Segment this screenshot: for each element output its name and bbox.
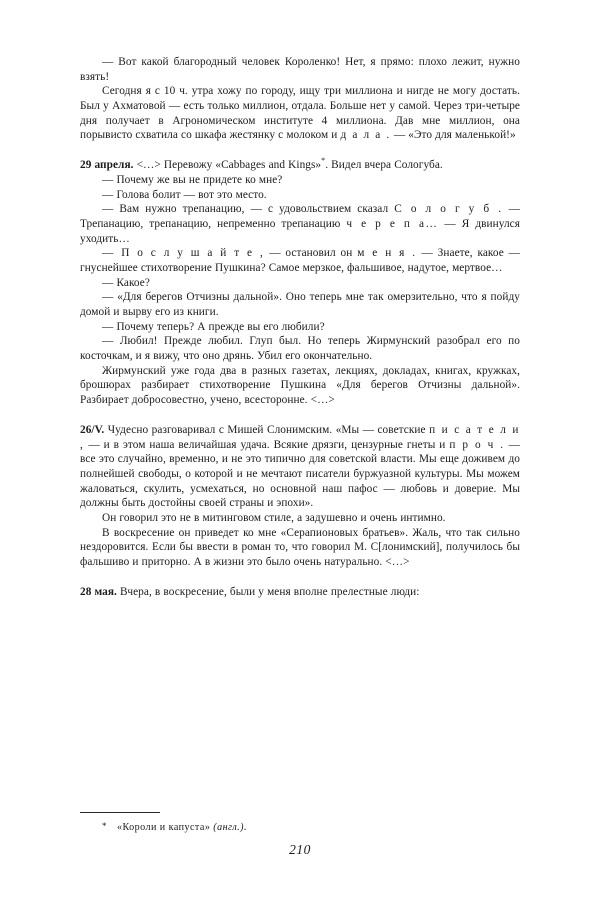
paragraph-today-search [80, 84, 520, 143]
paragraph-dialogue-why-now [80, 320, 520, 335]
paragraph-text: — Я двинулся уходить… [80, 218, 521, 245]
entry-date-heading: 29 апреля. [80, 159, 134, 172]
paragraph-text: — Голова болит — вот это место. [102, 188, 267, 201]
entry-text: <…> Перевожу «Cabbages and Kings» [133, 159, 322, 172]
paragraph-text-tail: — «Это для маленькой!» [390, 129, 516, 142]
paragraph-text: Жирмунский уже года два в разных газетах, лекциях, докладах, книгах, кружках, брошюрах разбирает стихотворение Пушкина «Для берегов Отчизны дальной». Разбирает добросовестно, учено, всесторонне. <…> [80, 364, 520, 406]
paragraph-text: — остановил он [264, 247, 358, 260]
entry-text-tail: . Видел вчера Сологуба. [325, 159, 443, 172]
paragraph-not-rally-style [80, 511, 520, 526]
paragraph-dialogue-pushkin-poem [80, 290, 520, 319]
page-number: 210 [289, 842, 311, 857]
entry-date-heading: 26/V. [80, 424, 105, 437]
paragraph-text: — Любил! Прежде любил. Глуп был. Но теперь Жирмунский разобрал его по косточкам, и я вижу, что оно дрянь. Убил его окончательно. [80, 335, 520, 362]
entry-text: — все это случайно, временно, и не это типично для советской власти. Мы еще доживем до полнейшей свободы, о которой и не мечтают писатели буржуазной культуры. Мы можем жаловаться, скулить, усмехаться, но основной наш пафос — любовь и доверие. Мы должны быть достойны своей страны и эпохи». [80, 438, 520, 510]
diary-entry-26-may [80, 423, 520, 511]
paragraph-text: Сегодня я с 10 ч. утра хожу по городу, ищу три миллиона и нигде не могу достать. Был у Ахматовой — есть только миллион, отдала. Больше нет у самой. Через три-четыре дня получает в Агрономическом институте 4 миллиона. Дав мне миллион, она порывисто схватила со шкафа жестянку с молоком и [80, 85, 520, 142]
page-body-text [80, 55, 520, 600]
paragraph-text: — Вот какой благородный человек Короленко! Нет, я прямо: плохо лежит, нужно взять! [80, 56, 520, 83]
spaced-emphasis-poslushayte: — П о с л у ш а й т е , [102, 247, 265, 260]
footnote-language-note: (англ.). [213, 822, 247, 833]
entry-date-heading: 28 мая. [80, 586, 117, 599]
entry-text: Вчера, в воскресение, были у меня вполне прелестные люди: [116, 586, 420, 599]
paragraph-text: В воскресение он приведет ко мне «Серапионовых братьев». Жаль, что так сильно нездоровится. Если бы ввести в роман то, что говорил М. С[лонимский], получилось бы фальшиво и приторно. А в жизни это было очень натурально. <…> [80, 526, 520, 568]
paragraph-dialogue-why-not-come [80, 173, 520, 188]
paragraph-dialogue-headache [80, 188, 520, 203]
paragraph-dialogue-listen [80, 246, 520, 275]
paragraph-text: — Почему же вы не придете ко мне? [102, 174, 283, 187]
footnote-star-marker: * [102, 821, 107, 831]
paragraph-text: — Почему теперь? А прежде вы его любили? [102, 320, 325, 333]
footnote-marker[interactable]: * [321, 156, 326, 166]
paragraph-dialogue-loved-it [80, 334, 520, 363]
paragraph-text: — Вам нужно трепанацию, — с удовольствием сказал [102, 203, 395, 216]
spaced-emphasis-proch: п р о ч . [449, 438, 505, 451]
paragraph-text: Он говорил это не в митинговом стиле, а задушевно и очень интимно. [102, 512, 446, 525]
spaced-emphasis-sologub: С о л о г у б . [394, 203, 503, 216]
spaced-emphasis-cherepa: ч е р е п а… [346, 218, 439, 231]
paragraph-serapion-brothers [80, 526, 520, 570]
paragraph-text: — Трепанацию, трепанацию, непременно трепанацию [80, 203, 520, 231]
paragraph-dialogue-trepanation [80, 202, 520, 246]
footnote-entry [80, 820, 520, 834]
diary-entry-29-april [80, 158, 520, 173]
entry-text: — и в этом наша величайшая удача. Всякие дрязги, цензурные гнеты и [84, 438, 450, 451]
paragraph-dialogue-which-one [80, 276, 520, 291]
spaced-emphasis-dala: д а л а . [340, 129, 391, 142]
entry-text: Чудесно разговаривал с Мишей Слонимским. «Мы — советские [104, 424, 430, 437]
spaced-emphasis-pisateli: п и с а т е л и , [80, 424, 520, 451]
footnote-area [80, 812, 520, 834]
paragraph-dialogue-korolenko [80, 55, 520, 84]
spaced-emphasis-menya: м е н я . [357, 247, 417, 260]
paragraph-text: — Какое? [102, 276, 150, 289]
diary-entry-28-may [80, 585, 520, 600]
paragraph-text: — Знаете, какое — гнуснейшее стихотворение Пушкина? Самое мерзкое, фальшивое, надутое, мертвое… [80, 247, 521, 275]
paragraph-text: — «Для берегов Отчизны дальной». Оно теперь мне так омерзительно, что я пойду домой и вырву его из книги. [80, 291, 520, 318]
paragraph-zhirmunsky [80, 364, 520, 408]
footnote-text: «Короли и капуста» [116, 822, 214, 833]
footnote-separator-rule [80, 812, 160, 813]
